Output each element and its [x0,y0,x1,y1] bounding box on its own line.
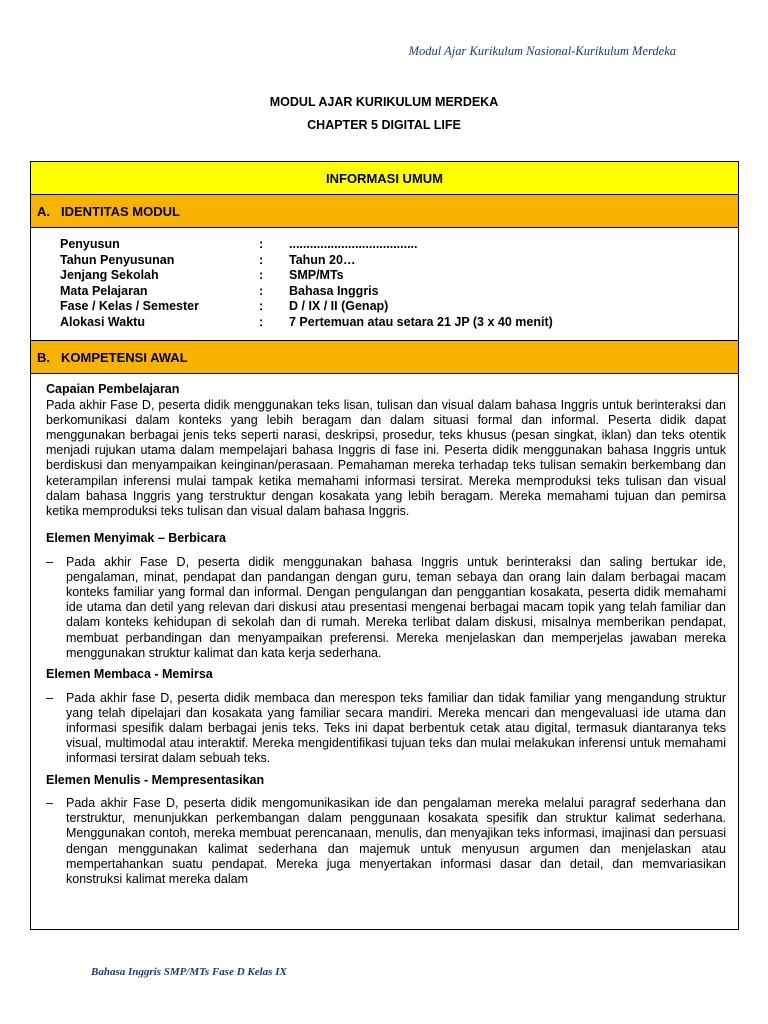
identitas-value: ..................................... [289,237,418,251]
elemen-text: Pada akhir fase D, peserta didik membaca dan merespon teks familiar dan tidak familiar yang mengandung struktur yang telah dipelajari dan kosakata yang familiar secara mandiri. Mereka mencari dan mengevaluasi ide utama dan informasi spesifik dalam berbagai jenis teks. Teks ini dapat berbentuk cetak atau digital, termasuk diantaranya teks visual, multimodal atau interaktif. Mereka mengidentifikasi tujuan teks dan mulai melakukan inferensi untuk memahami informasi tersirat dalam sebuah teks. [66,690,726,766]
section-b-letter: B. [37,349,50,365]
identitas-row [31,253,738,269]
elemen-heading: Elemen Menulis - Mempresentasikan [46,772,265,787]
identitas-label: Fase / Kelas / Semester [60,299,199,313]
identitas-colon: : [259,252,264,267]
identitas-value: Tahun 20… [289,252,356,267]
elemen-heading: Elemen Menyimak – Berbicara [46,531,226,546]
dash-bullet-icon: – [46,554,53,569]
identitas-row [31,237,738,253]
identitas-row [31,315,738,331]
elemen-bullet [46,555,726,661]
identitas-colon: : [259,314,264,329]
identitas-label: Penyusun [60,237,120,251]
document-subtitle: CHAPTER 5 DIGITAL LIFE [307,118,461,132]
elemen-bullet [46,796,726,887]
identitas-label: Mata Pelajaran [60,283,148,298]
identitas-value: SMP/MTs [289,268,344,282]
identitas-label: Tahun Penyusunan [60,252,175,267]
running-footer: Bahasa Inggris SMP/MTs Fase D Kelas IX [91,966,287,978]
informasi-umum-label: INFORMASI UMUM [326,170,443,186]
section-a-letter: A. [37,203,50,219]
capaian-heading: Capaian Pembelajaran [46,382,180,396]
identitas-colon: : [259,237,264,251]
module-table [30,161,739,930]
capaian-paragraph: Pada akhir Fase D, peserta didik menggunakan teks lisan, tulisan dan visual dalam bahasa Inggris untuk berinteraksi dan berkomunikasi dalam konteks yang lebih beragam dan dalam situasi formal dan informal. Peserta didik dapat menggunakan berbagai jenis teks seperti narasi, deskripsi, prosedur, teks khusus (pesan singkat, iklan) dan teks otentik menjadi rujukan utama dalam mempelajari bahasa Inggris di fase ini. Peserta didik menggunakan bahasa Inggris untuk berdiskusi dan menyampaikan keinginan/perasaan. Pemahaman mereka terhadap teks tulisan semakin berkembang dan keterampilan inferensi mulai tampak ketika memahami informasi tersirat. Mereka memproduksi teks tulisan dan visual dalam bahasa Inggris yang terstruktur dengan kosakata yang lebih beragam. Mereka memahami tujuan dan pemirsa ketika memproduksi teks tulisan dan visual dalam bahasa Inggris. [46,397,726,518]
identitas-row [31,299,738,315]
elemen-bullet [46,691,726,767]
dash-bullet-icon: – [46,690,53,705]
dash-bullet-icon: – [46,796,53,811]
elemen-heading: Elemen Membaca - Memirsa [46,667,213,682]
identitas-row [31,284,738,300]
elemen-text: Pada akhir Fase D, peserta didik mengomunikasikan ide dan pengalaman mereka melalui paragraf sederhana dan terstruktur, menunjukkan perkembangan dalam penggunaan kosakata spesifik dan struktur kalimat sederhana. Menggunakan contoh, mereka membuat perencanaan, menulis, dan menyajikan teks informasi, imajinasi dan persuasi dengan menggunakan kalimat sederhana dan majemuk untuk menyusun argumen dan menjelaskan atau mempertahankan suatu pendapat. Mereka juga menyertakan informasi dasar dan detail, dan memvariasikan konstruksi kalimat mereka dalam [66,796,726,887]
identitas-value: 7 Pertemuan atau setara 21 JP (3 x 40 menit) [289,314,553,329]
section-b-band [31,341,738,374]
section-a-band [31,195,738,228]
identitas-row [31,268,738,284]
identitas-label: Alokasi Waktu [60,314,145,329]
kompetensi-awal-content [31,374,738,887]
informasi-umum-band [31,162,738,195]
identitas-value: Bahasa Inggris [289,283,379,298]
elemen-text: Pada akhir Fase D, peserta didik menggunakan bahasa Inggris untuk berinteraksi dan saling bertukar ide, pengalaman, minat, pendapat dan pandangan dengan guru, teman sebaya dan orang lain dalam berbagai macam konteks familiar yang formal dan informal. Dengan pengulangan dan penggantian kosakata, peserta didik memahami ide utama dan detil yang relevan dari diskusi atau presentasi mengenai berbagai macam topik yang telah familiar dan dalam konteks kehidupan di sekolah dan di rumah. Mereka terlibat dalam diskusi, misalnya memberikan pendapat, membuat perbandingan dan menyampaikan preferensi. Mereka menjelaskan dan memperjelas jawaban mereka menggunakan struktur kalimat dan kata kerja sederhana. [66,554,726,660]
identitas-modul-list [31,228,738,341]
section-a-title: IDENTITAS MODUL [61,203,180,219]
identitas-colon: : [259,283,264,298]
identitas-colon: : [259,299,264,313]
section-b-title: KOMPETENSI AWAL [61,349,188,365]
running-header: Modul Ajar Kurikulum Nasional-Kurikulum Merdeka [408,44,676,58]
document-title: MODUL AJAR KURIKULUM MERDEKA [269,95,499,109]
identitas-colon: : [259,268,264,282]
identitas-label: Jenjang Sekolah [60,268,159,282]
identitas-value: D / IX / II (Genap) [289,299,389,313]
